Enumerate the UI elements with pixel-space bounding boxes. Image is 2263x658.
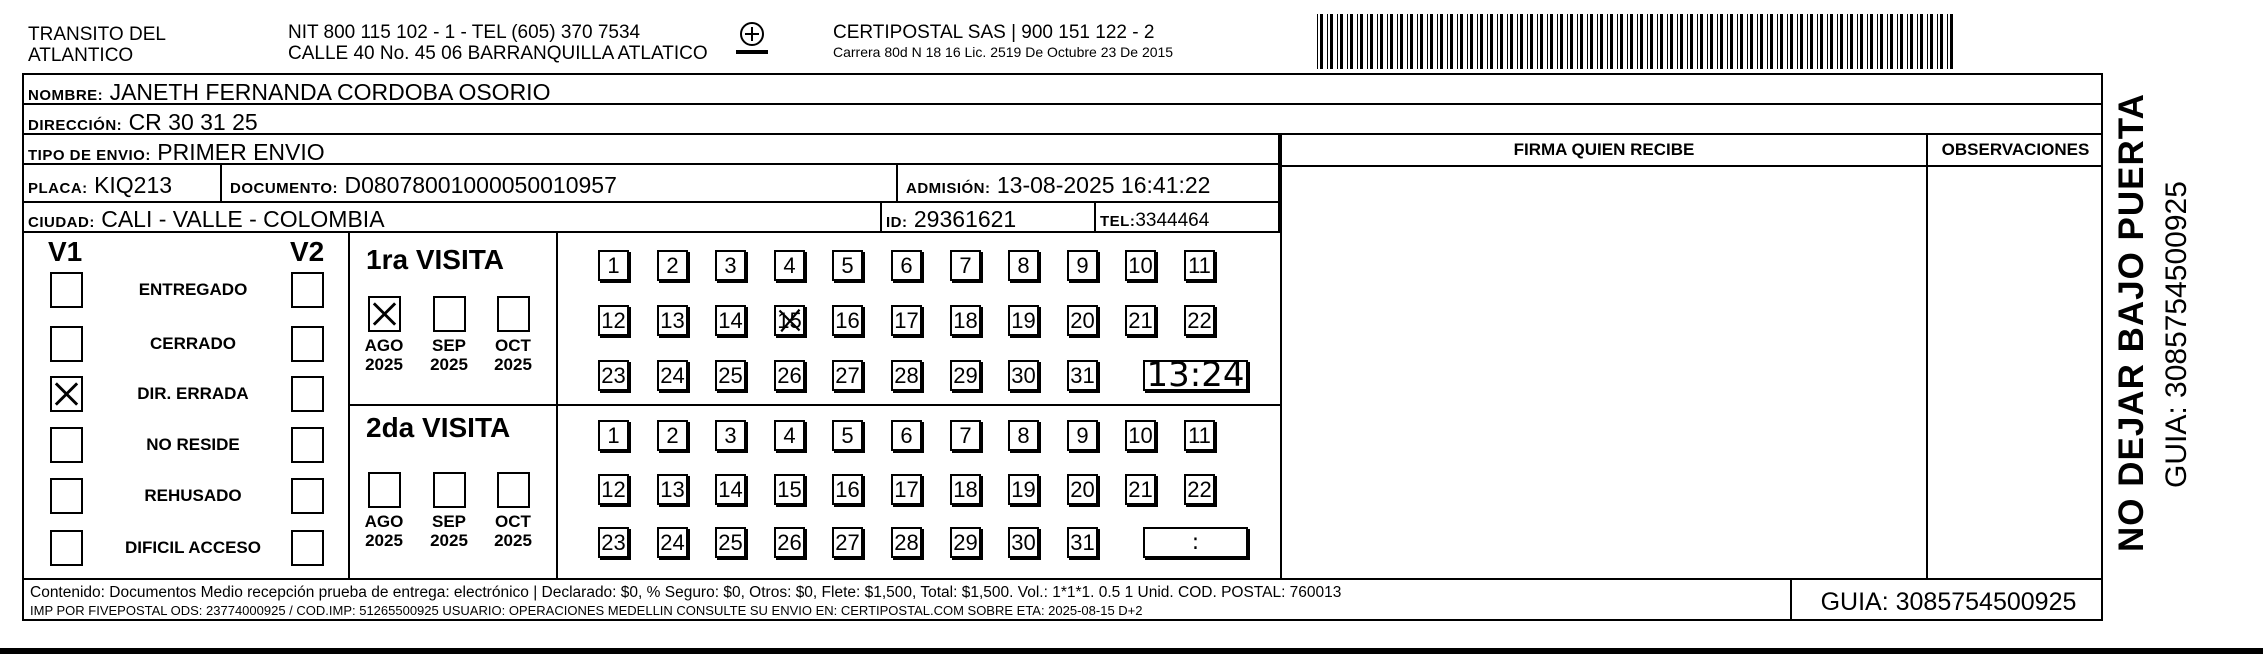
day-number: 1 bbox=[607, 423, 620, 448]
address-row bbox=[24, 105, 2101, 135]
day-number: 11 bbox=[1188, 253, 1211, 278]
admission-value: 13-08-2025 16:41:22 bbox=[996, 172, 1211, 198]
month-name: SEP bbox=[431, 512, 467, 531]
footer-imp-line: IMP POR FIVEPOSTAL ODS: 23774000925 / COD.IMP: 51265500925 USUARIO: OPERACIONES MEDELLIN CONSULTE SU ENVIO EN: CERTIPOSTAL.COM SOBRE ETA: 2025-08-15 D+2 bbox=[30, 603, 1143, 618]
day-box[interactable] bbox=[950, 420, 981, 451]
name-row bbox=[24, 75, 2101, 105]
plate-label: PLACA: bbox=[28, 180, 88, 197]
courier-line-1: CERTIPOSTAL SAS | 900 151 122 - 2 bbox=[833, 22, 1155, 43]
day-number: 19 bbox=[1011, 477, 1036, 502]
month-name: OCT bbox=[495, 512, 531, 531]
v2-label: V2 bbox=[290, 236, 325, 267]
shipment-type-label: TIPO DE ENVIO: bbox=[28, 147, 151, 164]
day-number: 3 bbox=[724, 423, 737, 448]
v1-label: V1 bbox=[48, 236, 83, 267]
v1-checkbox[interactable] bbox=[50, 478, 83, 514]
name-label: NOMBRE: bbox=[28, 87, 104, 104]
day-box[interactable] bbox=[1008, 474, 1039, 505]
day-box[interactable] bbox=[832, 250, 863, 281]
day-number: 12 bbox=[601, 308, 626, 333]
day-number: 20 bbox=[1070, 477, 1095, 502]
day-box[interactable] bbox=[715, 527, 746, 558]
v1-checkbox[interactable] bbox=[50, 427, 83, 463]
day-number: 21 bbox=[1128, 477, 1153, 502]
day-box[interactable] bbox=[598, 305, 629, 336]
day-box[interactable] bbox=[891, 360, 922, 391]
day-box[interactable] bbox=[1008, 420, 1039, 451]
day-box[interactable] bbox=[657, 420, 688, 451]
month-label bbox=[361, 336, 407, 374]
day-box[interactable] bbox=[950, 474, 981, 505]
admission-label: ADMISIÓN: bbox=[906, 180, 991, 197]
day-number: 14 bbox=[718, 308, 743, 333]
day-number: 9 bbox=[1076, 253, 1089, 278]
day-box[interactable] bbox=[774, 360, 805, 391]
month-year: 2025 bbox=[430, 355, 468, 374]
day-number: 31 bbox=[1070, 363, 1095, 388]
month-name: AGO bbox=[364, 336, 404, 355]
day-box[interactable] bbox=[598, 250, 629, 281]
month-checkbox[interactable] bbox=[497, 296, 530, 332]
day-box[interactable] bbox=[1008, 360, 1039, 391]
document-divider bbox=[896, 165, 898, 203]
day-number: 30 bbox=[1011, 363, 1036, 388]
month-label bbox=[490, 336, 536, 374]
v2-checkbox[interactable] bbox=[291, 376, 324, 412]
footer-guide: GUIA: 3085754500925 bbox=[1820, 588, 2077, 616]
nit-line: NIT 800 115 102 - 1 - TEL (605) 370 7534 bbox=[288, 22, 641, 43]
day-number: 19 bbox=[1011, 308, 1036, 333]
time-value: 13:24 bbox=[1146, 355, 1245, 395]
day-box[interactable] bbox=[774, 305, 805, 336]
signature-header: FIRMA QUIEN RECIBE bbox=[1513, 140, 1695, 159]
visit-days-divider bbox=[556, 233, 558, 579]
month-label bbox=[426, 336, 472, 374]
day-box[interactable] bbox=[891, 305, 922, 336]
certipostal-logo-icon bbox=[732, 20, 772, 60]
tel-label: TEL: bbox=[1100, 213, 1136, 230]
day-box[interactable] bbox=[1125, 305, 1156, 336]
day-box[interactable] bbox=[715, 420, 746, 451]
bottom-border bbox=[0, 648, 2263, 654]
document-label: DOCUMENTO: bbox=[230, 180, 339, 197]
day-number: 27 bbox=[835, 363, 860, 388]
day-box[interactable] bbox=[715, 250, 746, 281]
day-number: 17 bbox=[894, 308, 919, 333]
company-line-1: TRANSITO DEL bbox=[28, 24, 166, 45]
city-label: CIUDAD: bbox=[28, 214, 95, 231]
day-box[interactable] bbox=[715, 360, 746, 391]
day-box[interactable] bbox=[774, 250, 805, 281]
month-label bbox=[426, 512, 472, 550]
day-box[interactable] bbox=[1008, 527, 1039, 558]
month-checkbox[interactable] bbox=[433, 296, 466, 332]
day-box[interactable] bbox=[832, 527, 863, 558]
id-cell bbox=[886, 206, 1016, 233]
day-box[interactable] bbox=[1125, 474, 1156, 505]
day-number: 6 bbox=[900, 253, 913, 278]
status-label: NO RESIDE bbox=[146, 435, 240, 454]
month-name: OCT bbox=[495, 336, 531, 355]
time-value: : bbox=[1191, 530, 1200, 555]
status-label: DIFICIL ACCESO bbox=[124, 538, 261, 557]
day-number: 2 bbox=[666, 423, 679, 448]
tel-cell bbox=[1100, 208, 1209, 233]
day-number: 4 bbox=[783, 423, 796, 448]
day-number: 12 bbox=[601, 477, 626, 502]
side-guide: GUIA: 3085754500925 bbox=[2160, 181, 2193, 488]
day-box[interactable] bbox=[1125, 250, 1156, 281]
day-number: 29 bbox=[953, 363, 978, 388]
day-number: 7 bbox=[959, 253, 972, 278]
day-box[interactable] bbox=[598, 474, 629, 505]
footer-guide-divider bbox=[1790, 578, 1792, 621]
day-number: 10 bbox=[1128, 423, 1153, 448]
status-label: DIR. ERRADA bbox=[137, 384, 249, 403]
day-box[interactable] bbox=[1067, 305, 1098, 336]
day-number: 26 bbox=[777, 363, 802, 388]
side-notice: NO DEJAR BAJO PUERTA bbox=[2112, 93, 2151, 552]
day-number: 17 bbox=[894, 477, 919, 502]
day-box[interactable] bbox=[1125, 420, 1156, 451]
day-box[interactable] bbox=[1184, 305, 1215, 336]
document-value: D08078001000050010957 bbox=[344, 172, 617, 198]
visit1-title: 1ra VISITA bbox=[366, 244, 504, 275]
shipment-type-row bbox=[24, 135, 1280, 165]
day-box[interactable] bbox=[832, 474, 863, 505]
day-box[interactable] bbox=[950, 360, 981, 391]
day-box[interactable] bbox=[1067, 527, 1098, 558]
recipient-address: CR 30 31 25 bbox=[128, 109, 258, 135]
day-number: 26 bbox=[777, 530, 802, 555]
day-box[interactable] bbox=[657, 250, 688, 281]
day-box[interactable] bbox=[950, 527, 981, 558]
address-label: DIRECCIÓN: bbox=[28, 117, 123, 134]
company-name bbox=[28, 24, 166, 66]
day-number: 8 bbox=[1017, 253, 1030, 278]
day-number: 22 bbox=[1187, 308, 1212, 333]
day-number: 25 bbox=[718, 363, 743, 388]
v1-checkbox[interactable] bbox=[50, 272, 83, 308]
month-year: 2025 bbox=[365, 355, 403, 374]
month-label bbox=[490, 512, 536, 550]
day-number: 15 bbox=[777, 308, 802, 333]
day-box[interactable] bbox=[774, 420, 805, 451]
day-box[interactable] bbox=[598, 360, 629, 391]
day-number: 9 bbox=[1076, 423, 1089, 448]
month-year: 2025 bbox=[430, 531, 468, 550]
id-divider bbox=[1094, 203, 1096, 233]
day-box[interactable] bbox=[598, 527, 629, 558]
status-label: ENTREGADO bbox=[138, 280, 248, 299]
day-number: 23 bbox=[601, 530, 626, 555]
day-box[interactable] bbox=[891, 527, 922, 558]
day-number: 13 bbox=[660, 477, 685, 502]
day-number: 31 bbox=[1070, 530, 1095, 555]
document-cell bbox=[230, 172, 617, 202]
v1-checkbox[interactable] bbox=[50, 376, 83, 412]
day-box[interactable] bbox=[774, 474, 805, 505]
v2-checkbox[interactable] bbox=[291, 272, 324, 308]
day-number: 16 bbox=[835, 477, 860, 502]
month-year: 2025 bbox=[494, 531, 532, 550]
day-number: 3 bbox=[724, 253, 737, 278]
day-number: 11 bbox=[1188, 423, 1211, 448]
day-box[interactable] bbox=[1067, 420, 1098, 451]
day-number: 15 bbox=[777, 477, 802, 502]
id-label: ID: bbox=[886, 214, 908, 231]
day-number: 29 bbox=[953, 530, 978, 555]
plate-value: KIQ213 bbox=[94, 172, 173, 198]
tel-value: 3344464 bbox=[1135, 210, 1210, 231]
day-number: 5 bbox=[841, 253, 854, 278]
day-box[interactable] bbox=[774, 527, 805, 558]
month-name: AGO bbox=[364, 512, 404, 531]
courier-block bbox=[833, 22, 1173, 61]
day-number: 6 bbox=[900, 423, 913, 448]
day-box[interactable] bbox=[832, 305, 863, 336]
day-box[interactable] bbox=[950, 250, 981, 281]
city-row bbox=[24, 203, 1280, 233]
day-number: 16 bbox=[835, 308, 860, 333]
day-number: 20 bbox=[1070, 308, 1095, 333]
day-box[interactable] bbox=[1184, 250, 1215, 281]
month-checkbox[interactable] bbox=[368, 472, 401, 508]
footer-content-line: Contenido: Documentos Medio recepción prueba de entrega: electrónico | Declarado: $0, % Seguro: $0, Otros: $0, Flete: $1,500, Total: $1,500. Vol.: 1*1*1. 0.5 1 Unid. COD. POSTAL: 760013 bbox=[30, 584, 1342, 601]
day-box[interactable] bbox=[657, 360, 688, 391]
day-number: 22 bbox=[1187, 477, 1212, 502]
day-number: 25 bbox=[718, 530, 743, 555]
company-line-2: ATLANTICO bbox=[28, 45, 134, 66]
day-box[interactable] bbox=[657, 474, 688, 505]
signature-divider bbox=[1280, 135, 1282, 579]
day-box[interactable] bbox=[1008, 305, 1039, 336]
admission-cell bbox=[906, 172, 1210, 202]
status-label: CERRADO bbox=[150, 334, 236, 353]
day-number: 18 bbox=[953, 308, 978, 333]
plate-row bbox=[24, 165, 1280, 203]
month-label bbox=[361, 512, 407, 550]
day-number: 14 bbox=[718, 477, 743, 502]
time-box[interactable] bbox=[1143, 355, 1248, 395]
month-checkbox[interactable] bbox=[368, 296, 401, 332]
day-box[interactable] bbox=[657, 305, 688, 336]
time-box[interactable] bbox=[1143, 527, 1248, 558]
day-number: 10 bbox=[1128, 253, 1153, 278]
day-number: 2 bbox=[666, 253, 679, 278]
day-box[interactable] bbox=[657, 527, 688, 558]
day-box[interactable] bbox=[1008, 250, 1039, 281]
city-value: CALI - VALLE - COLOMBIA bbox=[101, 206, 385, 232]
day-box[interactable] bbox=[891, 474, 922, 505]
day-box[interactable] bbox=[715, 305, 746, 336]
day-number: 23 bbox=[601, 363, 626, 388]
city-divider bbox=[880, 203, 882, 233]
day-box[interactable] bbox=[891, 250, 922, 281]
day-box[interactable] bbox=[832, 360, 863, 391]
day-box[interactable] bbox=[715, 474, 746, 505]
recipient-name: JANETH FERNANDA CORDOBA OSORIO bbox=[109, 79, 551, 105]
v2-checkbox[interactable] bbox=[291, 427, 324, 463]
day-box[interactable] bbox=[950, 305, 981, 336]
id-value: 29361621 bbox=[913, 206, 1017, 232]
day-number: 24 bbox=[660, 530, 685, 555]
month-checkbox[interactable] bbox=[497, 472, 530, 508]
day-box[interactable] bbox=[891, 420, 922, 451]
day-number: 1 bbox=[607, 253, 620, 278]
status-label: REHUSADO bbox=[144, 486, 242, 505]
month-checkbox[interactable] bbox=[433, 472, 466, 508]
visit-separator bbox=[348, 404, 1280, 406]
day-number: 21 bbox=[1128, 308, 1153, 333]
month-name: SEP bbox=[431, 336, 467, 355]
company-nit-block bbox=[288, 22, 708, 64]
v2-checkbox[interactable] bbox=[291, 326, 324, 362]
observations-header: OBSERVACIONES bbox=[1941, 140, 2090, 159]
v1-checkbox[interactable] bbox=[50, 530, 83, 566]
day-number: 4 bbox=[783, 253, 796, 278]
address-line: CALLE 40 No. 45 06 BARRANQUILLA ATLATICO bbox=[288, 43, 708, 64]
day-number: 8 bbox=[1017, 423, 1030, 448]
day-box[interactable] bbox=[1067, 474, 1098, 505]
header-underline bbox=[1280, 165, 2103, 167]
day-number: 7 bbox=[959, 423, 972, 448]
day-number: 30 bbox=[1011, 530, 1036, 555]
status-divider bbox=[348, 233, 350, 579]
visit2-title: 2da VISITA bbox=[366, 412, 511, 443]
city-cell bbox=[28, 206, 385, 233]
courier-line-2: Carrera 80d N 18 16 Lic. 2519 De Octubre 23 De 2015 bbox=[833, 44, 1174, 60]
day-box[interactable] bbox=[1184, 474, 1215, 505]
barcode bbox=[1315, 14, 1955, 69]
day-box[interactable] bbox=[832, 420, 863, 451]
month-year: 2025 bbox=[494, 355, 532, 374]
day-strike-mark bbox=[776, 307, 803, 334]
shipment-type: PRIMER ENVIO bbox=[157, 139, 325, 165]
day-box[interactable] bbox=[1067, 360, 1098, 391]
day-number: 27 bbox=[835, 530, 860, 555]
day-box[interactable] bbox=[1067, 250, 1098, 281]
day-box[interactable] bbox=[598, 420, 629, 451]
day-number: 5 bbox=[841, 423, 854, 448]
day-number: 28 bbox=[894, 363, 919, 388]
plate-cell bbox=[28, 172, 172, 202]
day-number: 24 bbox=[660, 363, 685, 388]
day-box[interactable] bbox=[1184, 420, 1215, 451]
day-number: 18 bbox=[953, 477, 978, 502]
day-number: 13 bbox=[660, 308, 685, 333]
v1-checkbox[interactable] bbox=[50, 326, 83, 362]
day-number: 28 bbox=[894, 530, 919, 555]
plate-divider bbox=[220, 165, 222, 203]
observations-divider bbox=[1926, 135, 1928, 579]
v2-checkbox[interactable] bbox=[291, 478, 324, 514]
month-year: 2025 bbox=[365, 531, 403, 550]
v2-checkbox[interactable] bbox=[291, 530, 324, 566]
